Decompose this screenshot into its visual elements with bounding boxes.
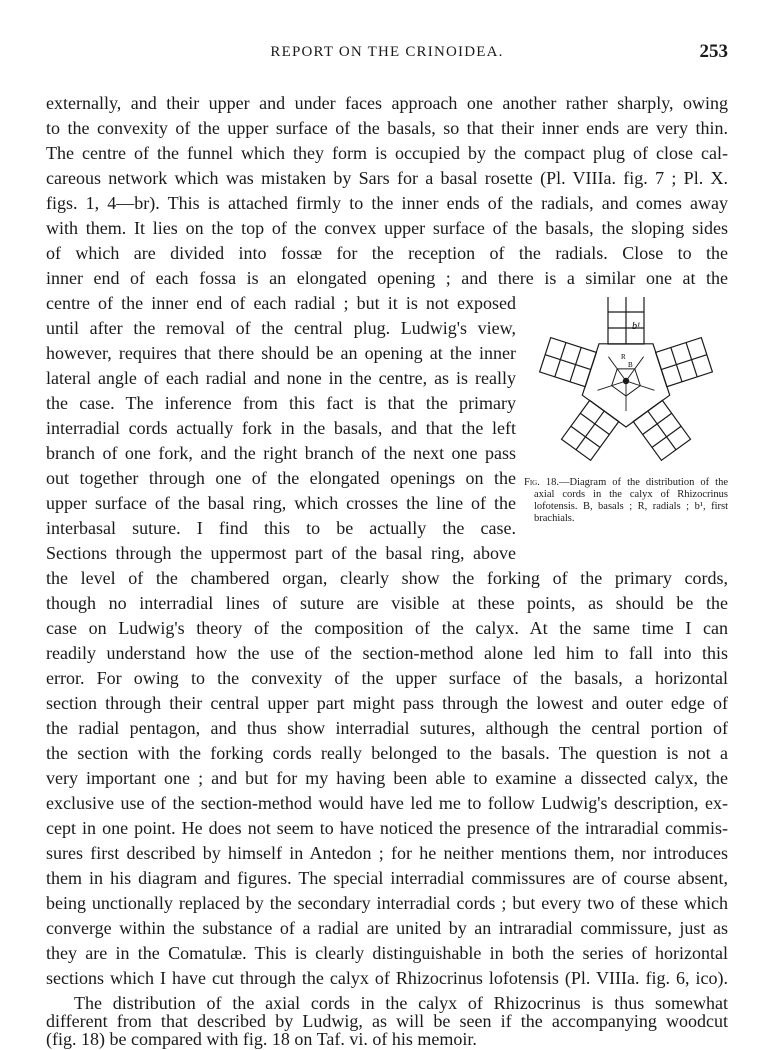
text-line: different from that described by Ludwig, as will be seen if the accompanying woodcut (46, 1011, 728, 1031)
arm-midline (648, 411, 676, 450)
text-line: they are in the Comatulæ. This is clearly distinguishable in both the series of horizontal (46, 943, 728, 963)
text-line: of which are divided into fossæ for the reception of the radials. Close to the (46, 243, 728, 263)
text-line: The distribution of the axial cords in the calyx of Rhizocrinus is thus somewhat (74, 993, 728, 1013)
text-line: interbasal suture. I find this to be actually the case. (46, 518, 516, 538)
arm-midline (545, 355, 591, 370)
arm-midline (661, 355, 707, 370)
text-line: section through their central upper part might pass through the lowest and outer edge of (46, 693, 728, 713)
text-line: The centre of the funnel which they form is occupied by the compact plug of close cal- (46, 143, 728, 163)
figure-caption (524, 477, 728, 525)
arm-midline (576, 411, 604, 450)
text-line: sections which I have cut through the calyx of Rhizocrinus lofotensis (Pl. VIIIa. fig. 6, ico). (46, 968, 728, 988)
text-line: externally, and their upper and under faces approach one another rather sharply, owing (46, 93, 728, 113)
text-line: very important one ; and but for my having been able to examine a dissected calyx, the (46, 768, 728, 788)
text-line: branch of one fork, and the right branch of the next one pass (46, 443, 516, 463)
calyx-diagram (536, 297, 716, 469)
text-line: centre of the inner end of each radial ; but it is not exposed (46, 293, 516, 313)
text-line: the case. The inference from this fact is that the primary (46, 393, 516, 413)
text-line: to the convexity of the upper surface of the basals, so that their inner ends are very thin. (46, 118, 728, 138)
central-plug (623, 378, 629, 384)
text-line: converge within the substance of a radial are united by an intraradial commissure, just as (46, 918, 728, 938)
text-line: the section with the forking cords really belonged to the basals. The question is not a (46, 743, 728, 763)
text-line: sures first described by himself in Antedon ; for he neither mentions them, nor introduces (46, 843, 728, 863)
text-line: lateral angle of each radial and none in the centre, as is really (46, 368, 516, 388)
text-line: the level of the chambered organ, clearly show the forking of the primary cords, (46, 568, 728, 588)
text-line: though no interradial lines of suture are visible at these points, as should be the (46, 593, 728, 613)
text-line: until after the removal of the central plug. Ludwig's view, (46, 318, 516, 338)
text-line: out together through one of the elongated openings on the (46, 468, 516, 488)
label-basal: B (628, 361, 633, 369)
label-first-brachial: b¹ (632, 321, 640, 332)
text-line: being unctionally replaced by the secondary interradial cords ; but every two of these which (46, 893, 728, 913)
page-header (46, 41, 728, 68)
text-line: the radial pentagon, and thus show interradial sutures, although the central portion of (46, 718, 728, 738)
text-line: error. For owing to the convexity of the upper surface of the basals, a horizontal (46, 668, 728, 688)
text-line: interradial cords actually fork in the basals, and that the left (46, 418, 516, 438)
text-line: Sections through the uppermost part of the basal ring, above (46, 543, 516, 563)
caption-label: Fig. 18. (524, 477, 560, 488)
text-line: exclusive use of the section-method would have led me to follow Ludwig's description, ex- (46, 793, 728, 813)
text-line: readily understand how the use of the section-method alone led him to fall into this (46, 643, 728, 663)
figure-18 (524, 297, 728, 525)
text-line: however, requires that there should be an opening at the inner (46, 343, 516, 363)
text-line: figs. 1, 4—br). This is attached firmly to the inner ends of the radials, and comes away (46, 193, 728, 213)
text-line: careous network which was mistaken by Sars for a basal rosette (Pl. VIIIa. fig. 7 ; Pl. X. (46, 168, 728, 188)
label-radial: R (621, 353, 626, 361)
caption-text: —Diagram of the distribution of the axial cords in the calyx of Rhizocrinus lofotensis. B, basals ; R, radials ; b¹, first brachials. (534, 477, 728, 524)
text-line: inner end of each fossa is an elongated opening ; and there is a similar one at the (46, 268, 728, 288)
text-line: them in his diagram and figures. The special interradial commissures are of course absent, (46, 868, 728, 888)
text-line: (fig. 18) be compared with fig. 18 on Taf. vi. of his memoir. (46, 1029, 477, 1049)
text-line: case on Ludwig's theory of the composition of the calyx. At the same time I can (46, 618, 728, 638)
text-line: cept in one point. He does not seem to have noticed the presence of the intraradial commis- (46, 818, 728, 838)
page-number: 253 (699, 41, 728, 62)
text-line: with them. It lies on the top of the convex upper surface of the basals, the sloping sides (46, 218, 728, 238)
running-head: REPORT ON THE CRINOIDEA. (270, 44, 504, 60)
text-line: upper surface of the basal ring, which crosses the line of the (46, 493, 516, 513)
